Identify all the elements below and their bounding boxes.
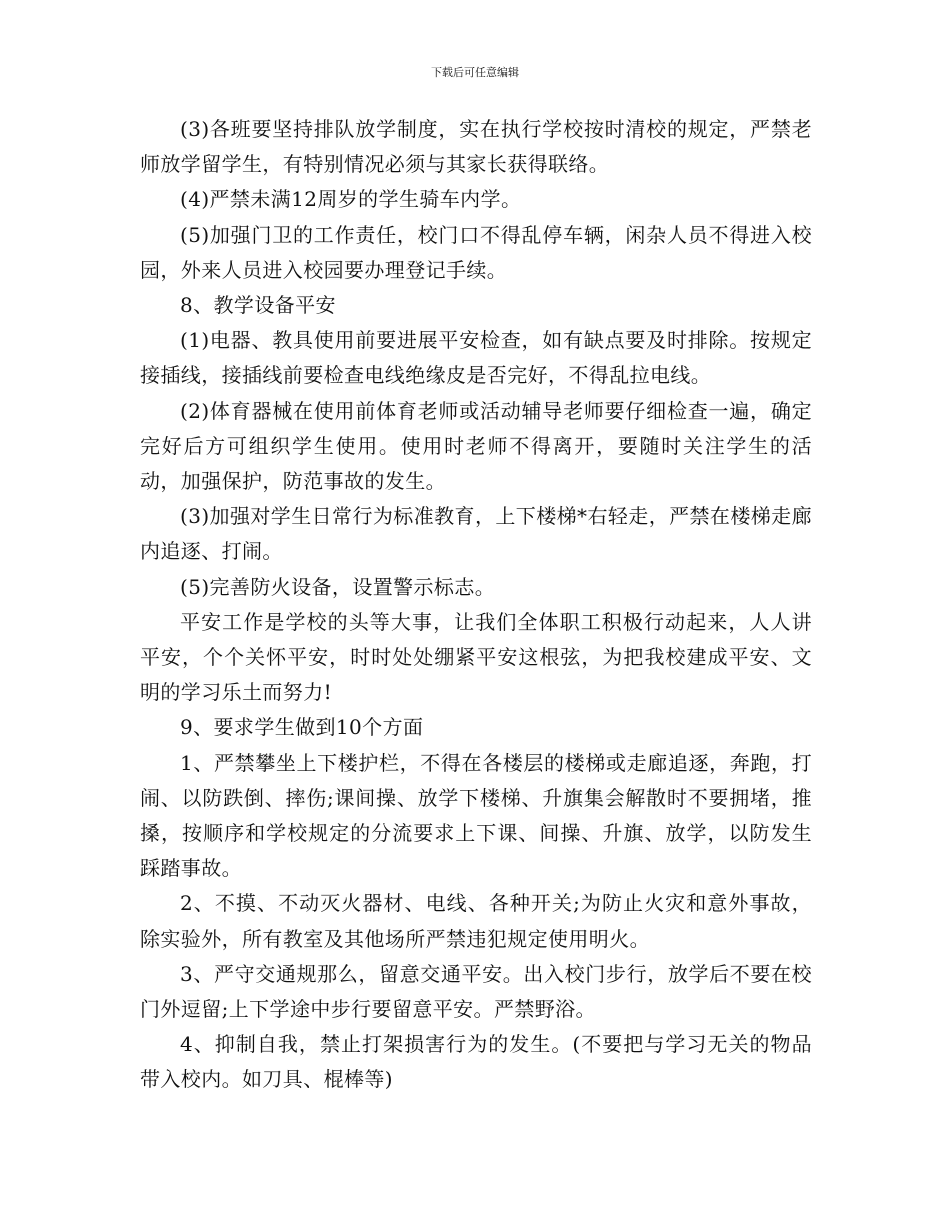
paragraph: (5)加强门卫的工作责任，校门口不得乱停车辆，闲杂人员不得进入校园，外来人员进入校园要办理登记手续。 [140,222,812,282]
page-header: 下载后可任意编辑 [431,66,519,79]
section-heading: 9、要求学生做到10个方面 [180,715,424,740]
paragraph: 1、严禁攀坐上下楼护栏，不得在各楼层的楼梯或走廊追逐，奔跑，打闹、以防跌倒、摔伤;课间操、放学下楼梯、升旗集会解散时不要拥堵，推搡，按顺序和学校规定的分流要求上下课、间操、升旗、放学，以防发生踩踏事故。 [140,750,812,881]
paragraph: (4)严禁未满12周岁的学生骑车内学。 [180,187,522,212]
paragraph: (3)加强对学生日常行为标准教育，上下楼梯*右轻走，严禁在楼梯走廊内追逐、打闹。 [140,504,812,564]
paragraph: (1)电器、教具使用前要进展平安检查，如有缺点要及时排除。按规定接插线，接插线前要检查电线绝缘皮是否完好，不得乱拉电线。 [140,328,812,388]
section-heading: 8、教学设备平安 [180,293,336,318]
paragraph: 2、不摸、不动灭火器材、电线、各种开关;为防止火灾和意外事故，除实验外，所有教室及其他场所严禁违犯规定使用明火。 [140,891,812,951]
paragraph: (5)完善防火设备，设置警示标志。 [180,574,496,599]
document-body [140,112,812,1098]
paragraph: 3、严守交通规那么，留意交通平安。出入校门步行，放学后不要在校门外逗留;上下学途中步行要留意平安。严禁野浴。 [140,961,812,1022]
paragraph: 平安工作是学校的头等大事，让我们全体职工积极行动起来，人人讲平安，个个关怀平安，时时处处绷紧平安这根弦，为把我校建成平安、文明的学习乐土而努力! [140,609,812,705]
paragraph: 4、抑制自我，禁止打架损害行为的发生。(不要把与学习无关的物品带入校内。如刀具、棍棒等) [140,1032,812,1092]
paragraph: (3)各班要坚持排队放学制度，实在执行学校按时清校的规定，严禁老师放学留学生，有特别情况必须与其家长获得联络。 [140,117,812,177]
paragraph: (2)体育器械在使用前体育老师或活动辅导老师要仔细检查一遍，确定完好后方可组织学生使用。使用时老师不得离开，要随时关注学生的活动，加强保护，防范事故的发生。 [140,398,812,494]
